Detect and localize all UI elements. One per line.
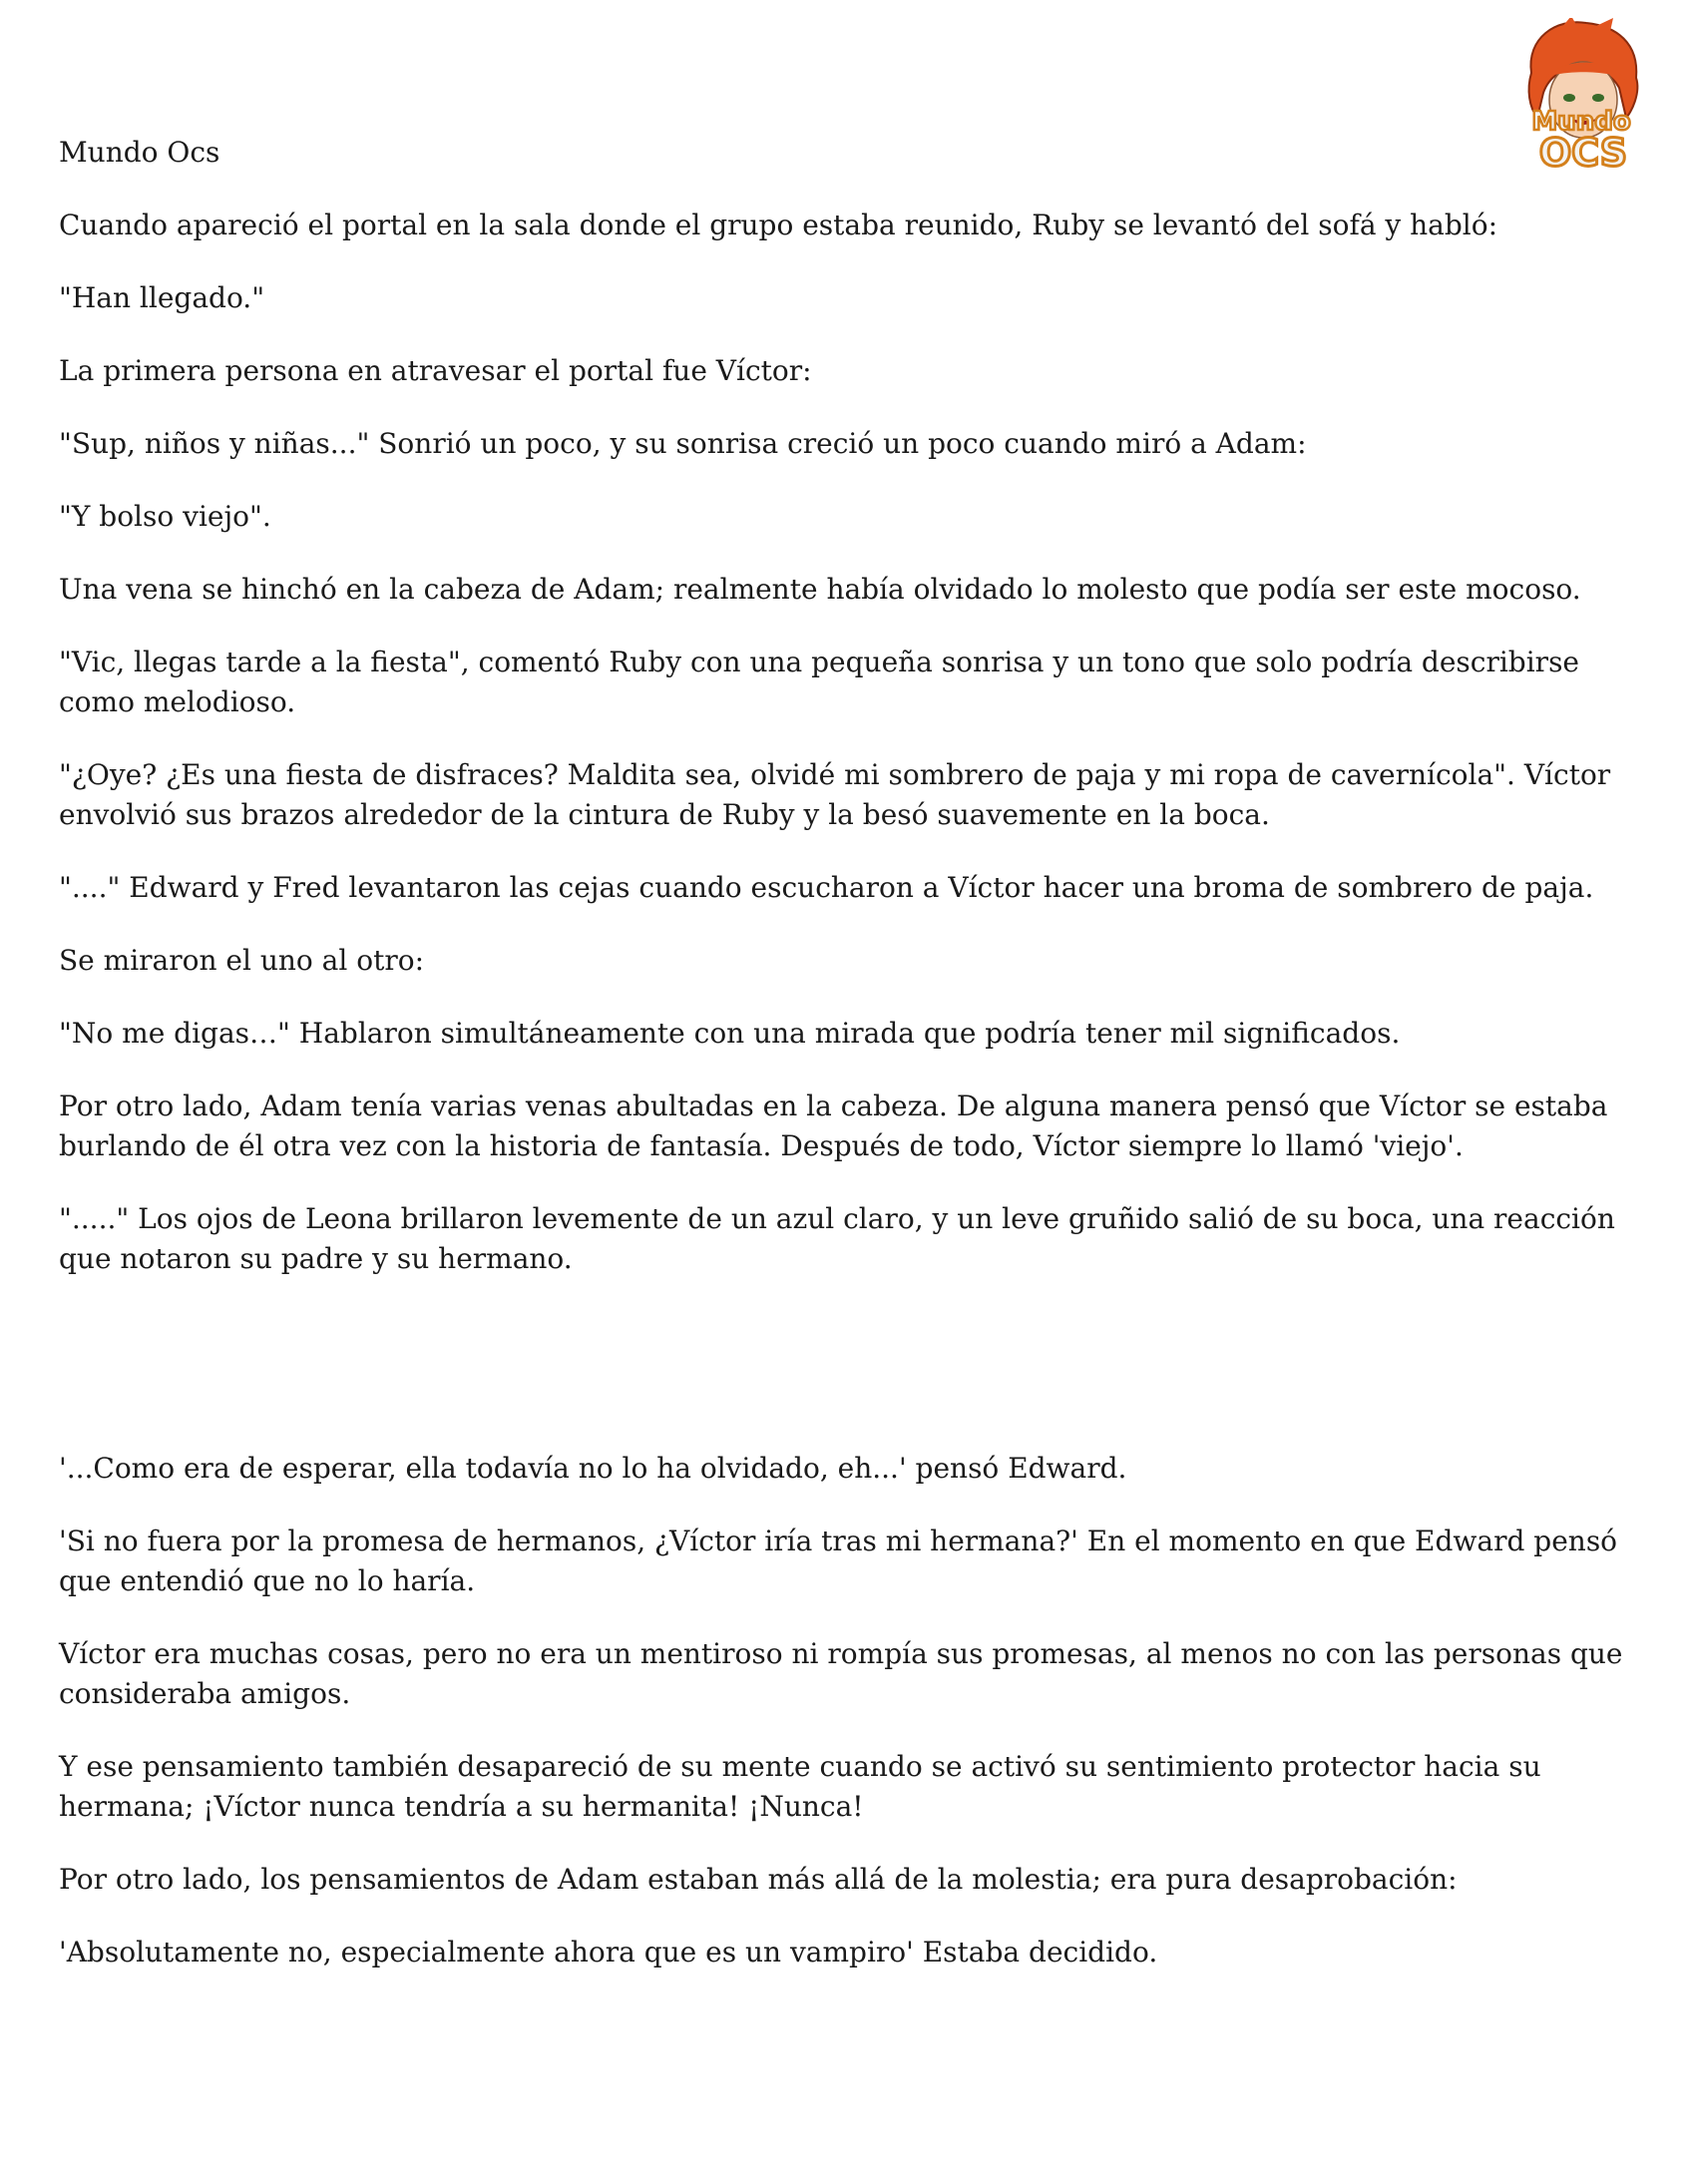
paragraph: La primera persona en atravesar el portal fue Víctor:	[59, 354, 812, 387]
paragraph: "Sup, niños y niñas..." Sonrió un poco, y su sonrisa creció un poco cuando miró a Adam:	[59, 427, 1307, 460]
paragraph: "¿Oye? ¿Es una fiesta de disfraces? Maldita sea, olvidé mi sombrero de paja y mi ropa de cavernícola". Víctor envolvió sus brazos alrededor de la cintura de Ruby y la besó suavemente en la boca.	[59, 758, 1611, 831]
logo-text-bottom: OCS	[1538, 131, 1628, 175]
paragraph: Mundo Ocs	[59, 136, 220, 169]
paragraph: "Y bolso viejo".	[59, 500, 271, 533]
text-section-1	[59, 133, 1645, 1312]
paragraph: Se miraron el uno al otro:	[59, 944, 424, 977]
paragraph: Cuando apareció el portal en la sala donde el grupo estaba reunido, Ruby se levantó del sofá y habló:	[59, 209, 1498, 241]
paragraph: "...." Edward y Fred levantaron las cejas cuando escucharon a Víctor hacer una broma de sombrero de paja.	[59, 871, 1594, 904]
text-section-2	[59, 1449, 1645, 2005]
paragraph: "Vic, llegas tarde a la fiesta", comentó Ruby con una pequeña sonrisa y un tono que solo podría describirse como melodioso.	[59, 646, 1580, 718]
paragraph: Por otro lado, Adam tenía varias venas abultadas en la cabeza. De alguna manera pensó que Víctor se estaba burlando de él otra vez con la historia de fantasía. Después de todo, Víctor siempre lo llamó 'viejo'.	[59, 1090, 1608, 1162]
paragraph: 'Absolutamente no, especialmente ahora que es un vampiro' Estaba decidido.	[59, 1936, 1158, 1968]
paragraph: Una vena se hinchó en la cabeza de Adam; realmente había olvidado lo molesto que podía ser este mocoso.	[59, 573, 1581, 606]
paragraph: "....." Los ojos de Leona brillaron levemente de un azul claro, y un leve gruñido salió de su boca, una reacción que notaron su padre y su hermano.	[59, 1202, 1615, 1275]
paragraph: "Han llegado."	[59, 281, 265, 314]
paragraph: Y ese pensamiento también desapareció de su mente cuando se activó su sentimiento protector hacia su hermana; ¡Víctor nunca tendría a su hermanita! ¡Nunca!	[59, 1750, 1541, 1823]
paragraph: Por otro lado, los pensamientos de Adam estaban más allá de la molestia; era pura desaprobación:	[59, 1863, 1458, 1896]
paragraph: 'Si no fuera por la promesa de hermanos, ¿Víctor iría tras mi hermana?' En el momento en que Edward pensó que entendió que no lo haría.	[59, 1525, 1618, 1597]
paragraph: "No me digas…" Hablaron simultáneamente con una mirada que podría tener mil significados.	[59, 1017, 1401, 1050]
logo-text-top: Mundo	[1531, 107, 1631, 137]
paragraph: '...Como era de esperar, ella todavía no lo ha olvidado, eh...' pensó Edward.	[59, 1452, 1127, 1485]
paragraph: Víctor era muchas cosas, pero no era un mentiroso ni rompía sus promesas, al menos no con las personas que consideraba amigos.	[59, 1637, 1623, 1710]
